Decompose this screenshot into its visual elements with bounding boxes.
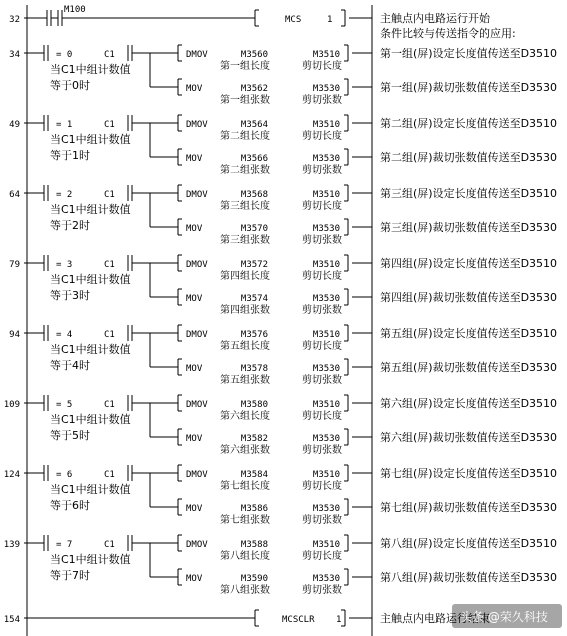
step-number: 139 [3,540,20,550]
rung-comment: 第一组(屏)设定长度值传送至D3510 [380,47,558,60]
source-register: M3562 [240,84,268,94]
rung-comment: 第五组(屏)设定长度值传送至D3510 [380,327,558,340]
source-comment: 第五组长度 [220,341,270,352]
move-instruction: MOV [186,84,203,94]
watermark: 头条 @荣久科技 [460,610,548,624]
condition-comment: 等于3时 [50,289,90,302]
condition-comment: 当C1中组计数值 [50,203,131,216]
step-number: 32 [9,15,20,25]
move-instruction: MOV [186,574,203,584]
compare-operator: = 1 [56,120,73,130]
destination-comment: 剪切张数 [302,305,342,316]
source-register: M3588 [240,540,268,550]
rung-comment: 第五组(屏)裁切张数值传送至D3530 [380,361,558,374]
compare-operator: = 3 [56,260,73,270]
move-instruction: MOV [186,154,203,164]
source-register: M3574 [240,294,268,304]
source-comment: 第七组张数 [220,515,270,526]
destination-register: M3530 [312,574,340,584]
condition-comment: 等于5时 [50,429,90,442]
move-instruction: MOV [186,294,203,304]
move-instruction: DMOV [186,260,208,270]
destination-register: M3510 [312,540,340,550]
rung-comment: 主触点内电路运行结束 [380,612,490,625]
source-register: M3580 [240,400,268,410]
destination-register: M3530 [312,84,340,94]
destination-comment: 剪切长度 [302,271,342,282]
move-instruction: MOV [186,434,203,444]
move-instruction: MOV [186,224,203,234]
counter-name: C1 [104,120,115,130]
condition-comment: 等于2时 [50,219,90,232]
instruction-name: MCS [285,15,302,25]
destination-comment: 剪切张数 [302,445,342,456]
destination-comment: 剪切张数 [302,95,342,106]
condition-comment: 当C1中组计数值 [50,63,131,76]
source-comment: 第五组张数 [220,375,270,386]
rung-comment: 第四组(屏)裁切张数值传送至D3530 [380,291,558,304]
destination-register: M3530 [312,364,340,374]
source-register: M3572 [240,260,268,270]
source-comment: 第三组长度 [220,201,270,212]
destination-comment: 剪切长度 [302,341,342,352]
rung-comment: 第七组(屏)裁切张数值传送至D3530 [380,501,558,514]
counter-name: C1 [104,400,115,410]
source-comment: 第三组张数 [220,235,270,246]
compare-operator: = 5 [56,400,73,410]
move-instruction: MOV [186,364,203,374]
compare-operator: = 2 [56,190,73,200]
step-number: 64 [9,190,20,200]
destination-comment: 剪切长度 [302,131,342,142]
destination-comment: 剪切长度 [302,411,342,422]
counter-name: C1 [104,50,115,60]
condition-comment: 等于0时 [50,79,90,92]
rung-comment: 第六组(屏)裁切张数值传送至D3530 [380,431,558,444]
destination-register: M3530 [312,154,340,164]
destination-register: M3510 [312,190,340,200]
destination-comment: 剪切张数 [302,165,342,176]
condition-comment: 等于6时 [50,499,90,512]
destination-register: M3530 [312,224,340,234]
destination-comment: 剪切长度 [302,61,342,72]
rung-comment: 第七组(屏)设定长度值传送至D3510 [380,467,558,480]
condition-comment: 当C1中组计数值 [50,483,131,496]
step-number: 124 [3,470,20,480]
condition-comment: 等于7时 [50,569,90,582]
source-comment: 第一组长度 [220,61,270,72]
move-instruction: DMOV [186,540,208,550]
counter-name: C1 [104,330,115,340]
step-number: 34 [9,50,20,60]
source-comment: 第二组长度 [220,131,270,142]
compare-operator: = 4 [56,330,73,340]
destination-register: M3510 [312,470,340,480]
source-comment: 第八组张数 [220,585,270,596]
source-comment: 第四组张数 [220,305,270,316]
instruction-arg: 1 [336,615,342,625]
condition-comment: 当C1中组计数值 [50,273,131,286]
source-comment: 第二组张数 [220,165,270,176]
source-register: M3568 [240,190,268,200]
counter-name: C1 [104,190,115,200]
move-instruction: DMOV [186,470,208,480]
condition-comment: 等于4时 [50,359,90,372]
step-number: 94 [9,330,20,340]
rung-comment: 第八组(屏)设定长度值传送至D3510 [380,537,558,550]
rung-comment: 第八组(屏)裁切张数值传送至D3530 [380,571,558,584]
destination-comment: 剪切张数 [302,235,342,246]
compare-operator: = 0 [56,50,73,60]
move-instruction: MOV [186,504,203,514]
destination-register: M3530 [312,294,340,304]
counter-name: C1 [104,470,115,480]
counter-name: C1 [104,540,115,550]
destination-comment: 剪切长度 [302,551,342,562]
source-register: M3590 [240,574,268,584]
move-instruction: DMOV [186,330,208,340]
move-instruction: DMOV [186,400,208,410]
source-comment: 第四组长度 [220,271,270,282]
step-number: 154 [3,615,20,625]
destination-comment: 剪切张数 [302,515,342,526]
source-comment: 第一组张数 [220,95,270,106]
destination-register: M3510 [312,330,340,340]
rung-comment: 条件比较与传送指令的应用: [380,27,516,40]
condition-comment: 等于1时 [50,149,90,162]
destination-comment: 剪切张数 [302,585,342,596]
destination-comment: 剪切长度 [302,201,342,212]
source-register: M3586 [240,504,268,514]
contact-label: M100 [64,5,86,15]
source-register: M3576 [240,330,268,340]
rung-comment: 第一组(屏)裁切张数值传送至D3530 [380,81,558,94]
source-register: M3582 [240,434,268,444]
source-register: M3578 [240,364,268,374]
destination-register: M3510 [312,400,340,410]
destination-register: M3530 [312,434,340,444]
destination-comment: 剪切张数 [302,375,342,386]
source-comment: 第六组长度 [220,411,270,422]
condition-comment: 当C1中组计数值 [50,553,131,566]
rung-comment: 第三组(屏)裁切张数值传送至D3530 [380,221,558,234]
source-comment: 第六组张数 [220,445,270,456]
step-number: 49 [9,120,20,130]
source-register: M3566 [240,154,268,164]
destination-register: M3510 [312,120,340,130]
destination-comment: 剪切长度 [302,481,342,492]
rung-comment: 第六组(屏)设定长度值传送至D3510 [380,397,558,410]
move-instruction: DMOV [186,120,208,130]
source-register: M3560 [240,50,268,60]
move-instruction: DMOV [186,50,208,60]
rung-comment: 第四组(屏)设定长度值传送至D3510 [380,257,558,270]
rung-comment: 第二组(屏)裁切张数值传送至D3530 [380,151,558,164]
destination-register: M3510 [312,260,340,270]
step-number: 109 [3,400,20,410]
condition-comment: 当C1中组计数值 [50,413,131,426]
rung-comment: 第三组(屏)设定长度值传送至D3510 [380,187,558,200]
source-register: M3584 [240,470,268,480]
condition-comment: 当C1中组计数值 [50,343,131,356]
rung-comment: 第二组(屏)设定长度值传送至D3510 [380,117,558,130]
step-number: 79 [9,260,20,270]
source-register: M3564 [240,120,268,130]
compare-operator: = 7 [56,540,73,550]
instruction-name: MCSCLR [282,615,315,625]
source-comment: 第七组长度 [220,481,270,492]
counter-name: C1 [104,260,115,270]
destination-register: M3530 [312,504,340,514]
source-comment: 第八组长度 [220,551,270,562]
condition-comment: 当C1中组计数值 [50,133,131,146]
move-instruction: DMOV [186,190,208,200]
instruction-arg: 1 [327,15,333,25]
rung-comment: 主触点内电路运行开始 [380,12,490,25]
source-register: M3570 [240,224,268,234]
compare-operator: = 6 [56,470,73,480]
destination-register: M3510 [312,50,340,60]
